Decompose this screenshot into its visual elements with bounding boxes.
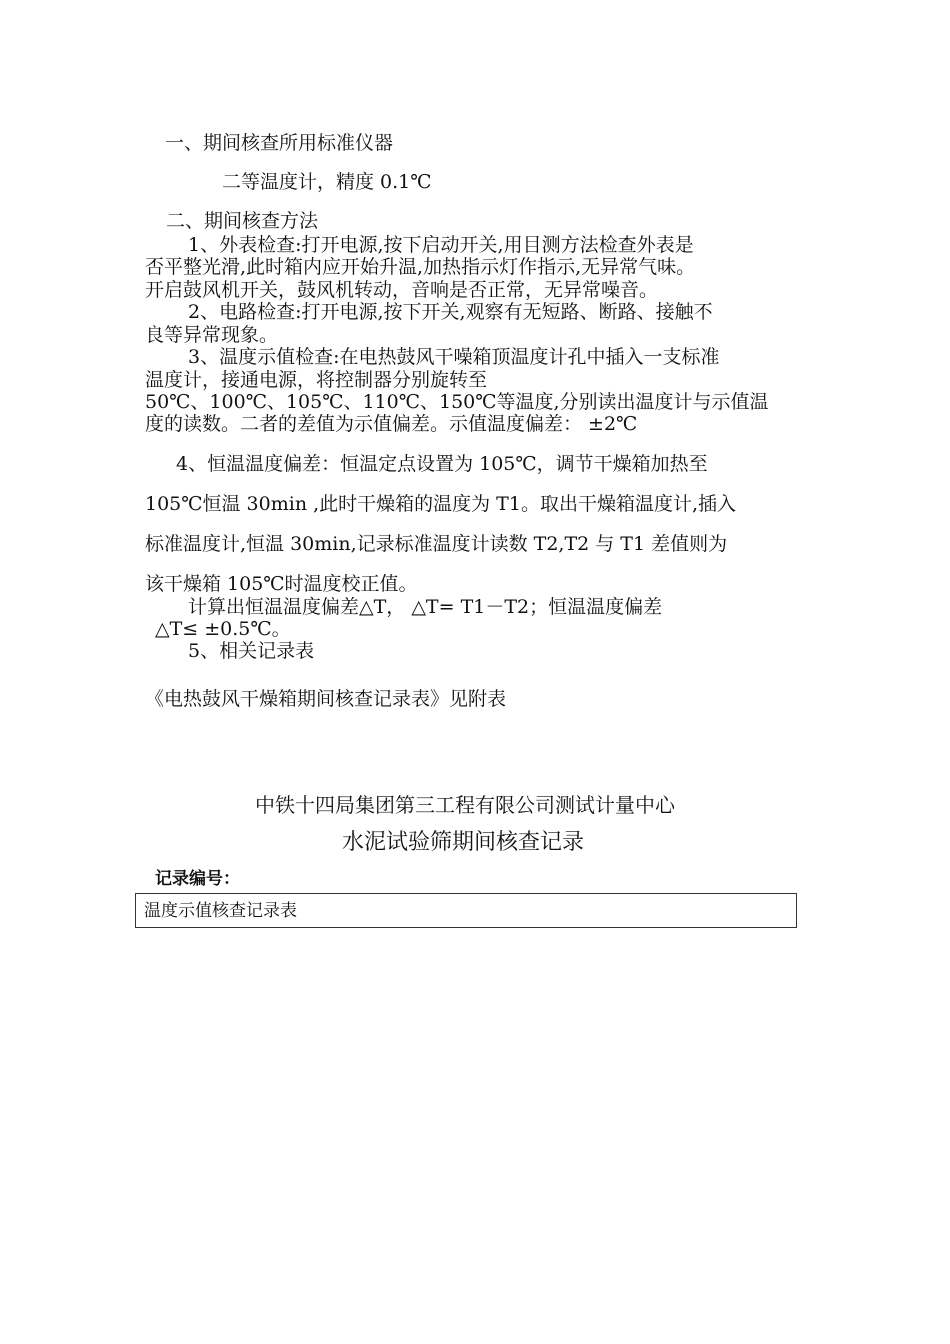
item4-line2: 105℃恒温 30min ,此时干燥箱的温度为 T1。取出干燥箱温度计,插入 bbox=[145, 493, 736, 515]
item4-line4: 该干燥箱 105℃时温度校正值。 bbox=[145, 573, 418, 595]
item3-line4: 度的读数。二者的差值为示值偏差。示值温度偏差： ±2℃ bbox=[145, 413, 638, 435]
item1-line1: 1、外表检查:打开电源,按下启动开关,用目测方法检查外表是 bbox=[188, 234, 694, 256]
item4-line1: 4、恒温温度偏差：恒温定点设置为 105℃，调节干燥箱加热至 bbox=[176, 453, 708, 475]
item5: 5、相关记录表 bbox=[188, 640, 315, 662]
item1-line3: 开启鼓风机开关，鼓风机转动，音响是否正常，无异常噪音。 bbox=[145, 279, 659, 301]
item2-line2: 良等异常现象。 bbox=[145, 324, 279, 346]
item3-line2: 温度计，接通电源，将控制器分别旋转至 bbox=[145, 369, 488, 391]
reference-note: 《电热鼓风干燥箱期间核查记录表》见附表 bbox=[145, 688, 507, 710]
record-table bbox=[135, 893, 797, 928]
item3-line1: 3、温度示值检查:在电热鼓风干噪箱顶温度计孔中插入一支标准 bbox=[188, 346, 720, 368]
calc-line1: 计算出恒温温度偏差△T， △T= T1－T2；恒温温度偏差 bbox=[188, 596, 663, 618]
item4-line3: 标准温度计,恒温 30min,记录标准温度计读数 T2,T2 与 T1 差值则为 bbox=[145, 533, 728, 555]
section1-heading: 一、期间核查所用标准仪器 bbox=[165, 132, 394, 154]
record-number-label: 记录编号： bbox=[155, 869, 240, 889]
organization-name: 中铁十四局集团第三工程有限公司测试计量中心 bbox=[255, 793, 675, 817]
item3-line3: 50℃、100℃、105℃、110℃、150℃等温度,分别读出温度计与示值温 bbox=[145, 391, 769, 413]
standard-instrument: 二等温度计，精度 0.1℃ bbox=[222, 171, 432, 193]
calc-line2: △T≤ ±0.5℃。 bbox=[155, 618, 291, 640]
record-table-row-label: 温度示值核查记录表 bbox=[144, 901, 297, 921]
item1-line2: 否平整光滑,此时箱内应开始升温,加热指示灯作指示,无异常气味。 bbox=[145, 256, 696, 278]
section2-heading: 二、期间核查方法 bbox=[166, 210, 319, 232]
record-title: 水泥试验筛期间核查记录 bbox=[342, 830, 585, 855]
item2-line1: 2、电路检查:打开电源,按下开关,观察有无短路、断路、接触不 bbox=[188, 301, 713, 323]
